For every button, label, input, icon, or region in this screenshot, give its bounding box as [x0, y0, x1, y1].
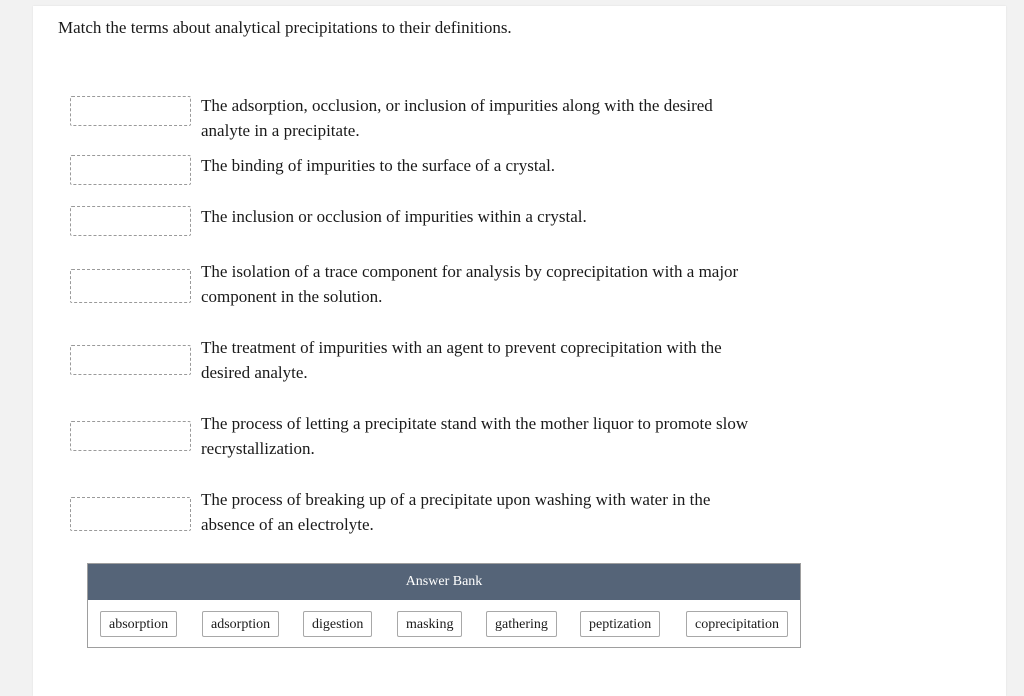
answer-bank [87, 563, 801, 648]
term-chip-peptization[interactable]: peptization [580, 611, 660, 637]
answer-bank-title: Answer Bank [88, 564, 800, 600]
term-chip-masking[interactable]: masking [397, 611, 462, 637]
answer-drop-zone-4[interactable] [70, 269, 191, 303]
definition-text-7: The process of breaking up of a precipitate upon washing with water in the absence of an electrolyte. [201, 490, 711, 534]
answer-drop-zone-2[interactable] [70, 155, 191, 185]
answer-drop-zone-3[interactable] [70, 206, 191, 236]
answer-drop-zone-7[interactable] [70, 497, 191, 531]
definition-text-1: The adsorption, occlusion, or inclusion of impurities along with the desired analyte in a precipitate. [201, 96, 713, 140]
definition-text-4: The isolation of a trace component for analysis by coprecipitation with a major component in the solution. [201, 262, 739, 306]
term-chip-absorption[interactable]: absorption [100, 611, 177, 637]
term-chip-gathering[interactable]: gathering [486, 611, 557, 637]
definition-text-3: The inclusion or occlusion of impurities within a crystal. [201, 207, 587, 226]
term-chip-coprecipitation[interactable]: coprecipitation [686, 611, 788, 637]
answer-drop-zone-5[interactable] [70, 345, 191, 375]
question-prompt: Match the terms about analytical precipitations to their definitions. [58, 18, 512, 37]
term-chip-digestion[interactable]: digestion [303, 611, 372, 637]
term-chip-adsorption[interactable]: adsorption [202, 611, 279, 637]
definition-text-2: The binding of impurities to the surface of a crystal. [201, 156, 556, 175]
definition-text-6: The process of letting a precipitate stand with the mother liquor to promote slow recrystallization. [201, 414, 749, 458]
question-card [33, 6, 1006, 696]
definition-text-5: The treatment of impurities with an agent to prevent coprecipitation with the desired analyte. [201, 338, 722, 382]
answer-drop-zone-6[interactable] [70, 421, 191, 451]
answer-drop-zone-1[interactable] [70, 96, 191, 126]
